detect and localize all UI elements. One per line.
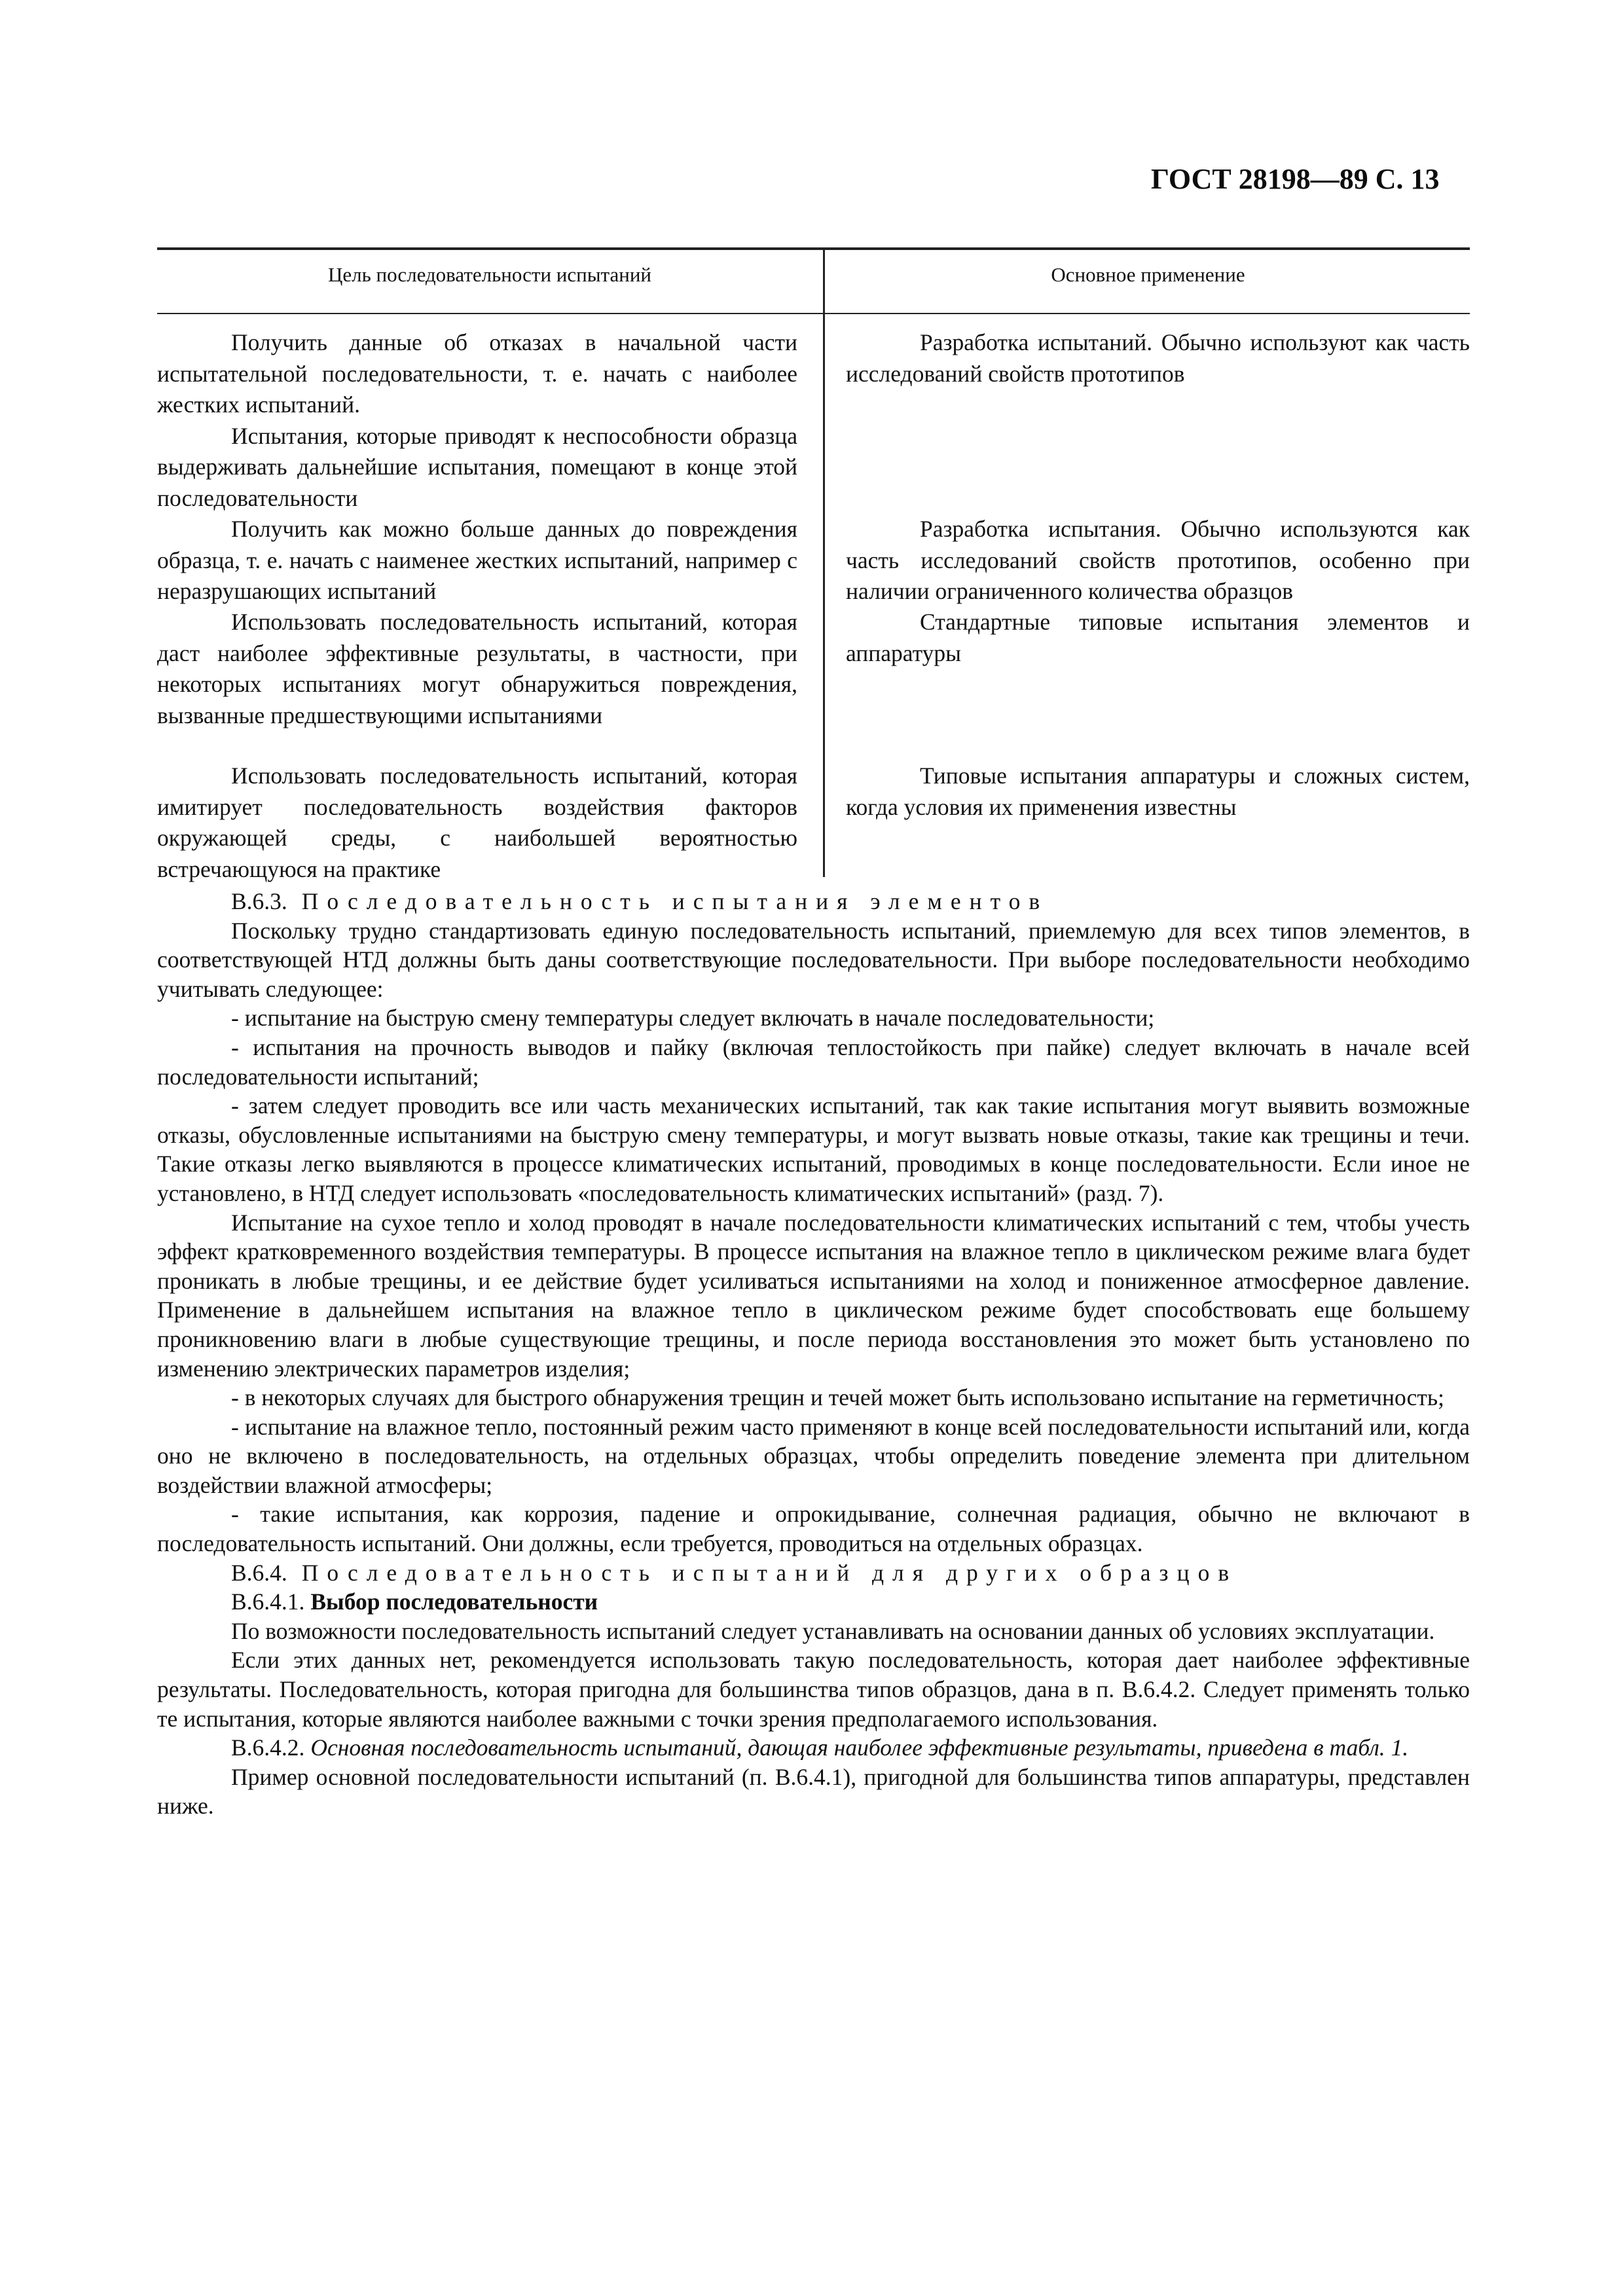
section-heading-b63: В.6.3. Последовательность испытания элементов [231,888,1049,914]
list-item: - испытание на быструю смену температуры следует включать в начале последовательности; [231,1005,1155,1031]
table-cell-application-2: Разработка испытания. Обычно используются как часть исследований свойств прототипов, особенно при наличии ограниченного количества образцов [846,516,1470,604]
page-header: ГОСТ 28198—89 С. 13 [1151,163,1440,195]
table-cell-application-4: Типовые испытания аппаратуры и сложных систем, когда условия их применения известны [846,762,1470,820]
section-heading-b64: В.6.4. Последовательность испытаний для других образцов [231,1559,1238,1586]
body-text [157,887,1470,1821]
list-item: - испытание на влажное тепло, постоянный режим часто применяют в конце всей последовательности испытаний или, когда оно не включено в последовательность, на отдельных образцах, чтобы определить поведение элемента при длительном воздействии влажной атмосферы; [157,1413,1470,1498]
table-top-rule [157,247,1470,250]
list-item: - испытания на прочность выводов и пайку (включая теплостойкость при пайке) следует включать в начале всей последовательности испытаний; [157,1033,1470,1090]
table-cell-purpose-1: Получить данные об отказах в начальной части испытательной последовательности, т. е. начать с наиболее жестких испытаний. Испытания, которые приводят к неспособности образца выдерживать дальнейшие испытания, помещают в конце этой последовательности [157,329,797,511]
table-cell-application-1: Разработка испытаний. Обычно используют как часть исследований свойств прототипов [846,329,1470,387]
paragraph: Пример основной последовательности испытаний (п. В.6.4.1), пригодной для большинства типов аппаратуры, представлен ниже. [157,1763,1470,1820]
table-column-divider [823,249,825,877]
list-item: - в некоторых случаях для быстрого обнаружения трещин и течей может быть использовано испытание на герметичность; [231,1384,1444,1411]
table-cell-purpose-3: Использовать последовательность испытаний, которая даст наиболее эффективные результаты, в частности, при некоторых испытаниях могут обнаружиться повреждения, вызванные предшествующими испытаниями [157,609,797,728]
table-header-purpose: Цель последовательности испытаний [327,263,652,286]
table-cell-application-3: Стандартные типовые испытания элементов и аппаратуры [846,609,1470,666]
paragraph: Если этих данных нет, рекомендуется использовать такую последовательность, которая дает наиболее эффективные результаты. Последовательность, которая пригодна для большинства типов образцов, дана в п. В.6.4.2. Следует применять только те испытания, которые являются наиболее важными с точки зрения предполагаемого использования. [157,1647,1470,1732]
paragraph: По возможности последовательность испытаний следует устанавливать на основании данных об условиях эксплуатации. [231,1617,1435,1644]
paragraph: Поскольку трудно стандартизовать единую последовательность испытаний, приемлемую для всех типов элементов, в соответствующей НТД должны быть даны соответствующие последовательности. При выборе последовательности необходимо учитывать следующее: [157,917,1470,1002]
list-item: - затем следует проводить все или часть механических испытаний, так как такие испытания могут выявить возможные отказы, обусловленные испытаниями на быструю смену температуры, и могут вызвать новые отказы, такие как трещины и течи. Такие отказы легко выявляются в процессе климатических испытаний, проводимых в конце последовательности. Если иное не установлено, в НТД следует использовать «последовательность климатических испытаний» (разд. 7). [157,1092,1470,1206]
table-cell-purpose-4: Использовать последовательность испытаний, которая имитирует последовательность воздействия факторов окружающей среды, с наибольшей вероятностью встречающуюся на практике [157,762,797,882]
section-heading-b641: В.6.4.1. Выбор последовательности [231,1588,598,1615]
table-header-rule [157,313,1470,314]
table-cell-purpose-2: Получить как можно больше данных до повреждения образца, т. е. начать с наименее жестких испытаний, например с неразрушающих испытаний [157,516,797,604]
table-header-application: Основное применение [1051,263,1245,286]
section-heading-b642: В.6.4.2. Основная последовательность испытаний, дающая наиболее эффективные результаты, приведена в табл. 1. [231,1734,1409,1761]
paragraph: Испытание на сухое тепло и холод проводят в начале последовательности климатических испытаний с тем, чтобы учесть эффект кратковременного воздействия температуры. В процессе испытания на влажное тепло в циклическом режиме влага будет проникать в любые трещины, и ее действие будет усиливаться испытаниями на холод и пониженное атмосферное давление. Применение в дальнейшем испытания на влажное тепло в циклическом режиме будет способствовать еще большему проникновению влаги в любые существующие трещины, и после периода восстановления это может быть установлено по изменению электрических параметров изделия; [157,1209,1470,1382]
list-item: - такие испытания, как коррозия, падение и опрокидывание, солнечная радиация, обычно не включают в последовательность испытаний. Они должны, если требуется, проводиться на отдельных образцах. [157,1501,1470,1557]
